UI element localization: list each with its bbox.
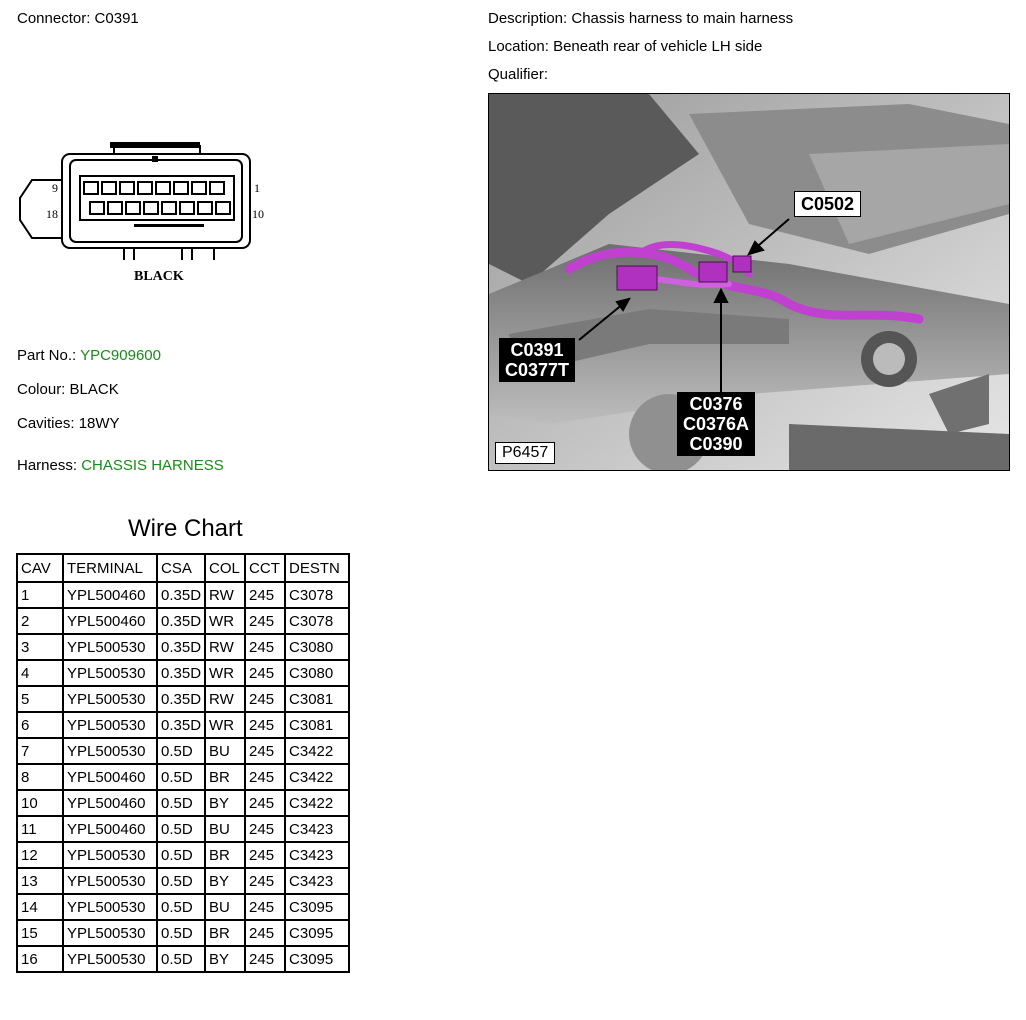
col-terminal: TERMINAL <box>63 554 157 582</box>
table-cell: YPL500460 <box>63 764 157 790</box>
connector-c0391-body <box>617 266 657 290</box>
table-cell: YPL500530 <box>63 738 157 764</box>
table-cell: C3080 <box>285 634 349 660</box>
table-cell: 0.5D <box>157 764 205 790</box>
cavities-line <box>17 415 120 432</box>
location-photo <box>488 93 1010 471</box>
table-cell: YPL500460 <box>63 608 157 634</box>
table-cell: 0.5D <box>157 842 205 868</box>
colour-value: BLACK <box>69 381 119 398</box>
connector-value: C0391 <box>94 10 139 27</box>
table-cell: 245 <box>245 790 285 816</box>
table-cell: YPL500530 <box>63 842 157 868</box>
table-cell: 245 <box>245 712 285 738</box>
cavities-value: 18WY <box>78 415 120 432</box>
table-cell: C3081 <box>285 712 349 738</box>
table-cell: YPL500530 <box>63 686 157 712</box>
col-csa: CSA <box>157 554 205 582</box>
table-cell: 15 <box>17 920 63 946</box>
location-label: Location: <box>488 38 549 55</box>
colour-line <box>17 381 119 398</box>
wire-chart-title: Wire Chart <box>128 515 243 542</box>
table-cell: C3080 <box>285 660 349 686</box>
table-cell: BY <box>205 868 245 894</box>
part-label: Part No.: <box>17 347 77 364</box>
table-cell: BY <box>205 790 245 816</box>
table-cell: 245 <box>245 608 285 634</box>
callout-c0376: C0376 C0376A C0390 <box>677 392 755 456</box>
table-cell: 245 <box>245 738 285 764</box>
table-row <box>17 920 349 946</box>
table-header-row <box>17 554 349 582</box>
description-value: Chassis harness to main harness <box>571 10 794 27</box>
table-cell: 245 <box>245 920 285 946</box>
pin-label-9: 9 <box>52 181 58 195</box>
table-cell: RW <box>205 686 245 712</box>
table-cell: C3078 <box>285 608 349 634</box>
pin-label-10: 10 <box>252 207 264 221</box>
table-cell: 245 <box>245 868 285 894</box>
table-cell: YPL500530 <box>63 868 157 894</box>
harness-line <box>17 457 224 474</box>
table-cell: 6 <box>17 712 63 738</box>
table-cell: RW <box>205 634 245 660</box>
wire-chart-table <box>16 553 350 973</box>
table-cell: 245 <box>245 686 285 712</box>
col-cct: CCT <box>245 554 285 582</box>
table-row <box>17 686 349 712</box>
table-row <box>17 582 349 608</box>
table-cell: 0.35D <box>157 634 205 660</box>
table-cell: 0.5D <box>157 738 205 764</box>
table-cell: 11 <box>17 816 63 842</box>
col-destn: DESTN <box>285 554 349 582</box>
table-cell: 0.5D <box>157 946 205 972</box>
table-row <box>17 816 349 842</box>
callout-c0502: C0502 <box>794 191 861 217</box>
table-row <box>17 738 349 764</box>
qualifier-line <box>488 66 548 83</box>
table-cell: 0.35D <box>157 686 205 712</box>
part-number[interactable]: YPC909600 <box>80 347 161 364</box>
table-cell: 245 <box>245 764 285 790</box>
harness-label: Harness: <box>17 457 78 474</box>
col-col: COL <box>205 554 245 582</box>
cavity-grid <box>80 176 234 220</box>
table-cell: BY <box>205 946 245 972</box>
table-cell: 0.5D <box>157 920 205 946</box>
harness-value[interactable]: CHASSIS HARNESS <box>81 457 224 474</box>
table-row <box>17 790 349 816</box>
table-cell: 245 <box>245 894 285 920</box>
table-cell: BR <box>205 842 245 868</box>
colour-label: Colour: <box>17 381 66 398</box>
part-line <box>17 347 161 364</box>
table-cell: YPL500460 <box>63 816 157 842</box>
table-cell: C3422 <box>285 738 349 764</box>
table-cell: C3095 <box>285 946 349 972</box>
cavities-label: Cavities: <box>17 415 75 432</box>
table-cell: 14 <box>17 894 63 920</box>
table-cell: 0.35D <box>157 582 205 608</box>
table-cell: C3081 <box>285 686 349 712</box>
table-cell: 3 <box>17 634 63 660</box>
pin-label-1: 1 <box>254 181 260 195</box>
table-cell: BR <box>205 764 245 790</box>
table-cell: 245 <box>245 946 285 972</box>
table-cell: 5 <box>17 686 63 712</box>
table-cell: 0.5D <box>157 868 205 894</box>
table-cell: YPL500530 <box>63 946 157 972</box>
table-cell: WR <box>205 712 245 738</box>
table-cell: C3422 <box>285 790 349 816</box>
callout-c0391: C0391 C0377T <box>499 338 575 382</box>
col-cav: CAV <box>17 554 63 582</box>
table-cell: 1 <box>17 582 63 608</box>
table-row <box>17 608 349 634</box>
table-cell: 12 <box>17 842 63 868</box>
table-row <box>17 712 349 738</box>
table-row <box>17 946 349 972</box>
table-cell: 245 <box>245 842 285 868</box>
location-value: Beneath rear of vehicle LH side <box>553 38 763 55</box>
table-cell: 245 <box>245 816 285 842</box>
table-cell: BU <box>205 894 245 920</box>
table-cell: BU <box>205 738 245 764</box>
wire-chart-body <box>17 582 349 972</box>
table-cell: YPL500460 <box>63 790 157 816</box>
table-cell: YPL500460 <box>63 582 157 608</box>
table-cell: 0.5D <box>157 816 205 842</box>
table-cell: 2 <box>17 608 63 634</box>
table-cell: YPL500530 <box>63 712 157 738</box>
qualifier-label: Qualifier: <box>488 66 549 83</box>
table-cell: 4 <box>17 660 63 686</box>
table-cell: 245 <box>245 634 285 660</box>
table-row <box>17 634 349 660</box>
description-line <box>488 10 793 27</box>
table-cell: BR <box>205 920 245 946</box>
table-cell: YPL500530 <box>63 894 157 920</box>
table-cell: C3095 <box>285 894 349 920</box>
table-cell: 7 <box>17 738 63 764</box>
connector-label: Connector: <box>17 10 91 27</box>
table-cell: WR <box>205 608 245 634</box>
description-label: Description: <box>488 10 568 27</box>
connector-line <box>17 10 139 27</box>
table-cell: 0.35D <box>157 608 205 634</box>
table-cell: 0.5D <box>157 894 205 920</box>
table-row <box>17 894 349 920</box>
figure-id: P6457 <box>495 442 555 464</box>
table-cell: C3095 <box>285 920 349 946</box>
table-cell: C3423 <box>285 842 349 868</box>
table-row <box>17 842 349 868</box>
table-cell: C3422 <box>285 764 349 790</box>
table-row <box>17 764 349 790</box>
table-cell: C3078 <box>285 582 349 608</box>
table-cell: 245 <box>245 660 285 686</box>
table-cell: 13 <box>17 868 63 894</box>
table-cell: BU <box>205 816 245 842</box>
table-cell: 8 <box>17 764 63 790</box>
table-cell: RW <box>205 582 245 608</box>
table-cell: C3423 <box>285 868 349 894</box>
table-cell: 16 <box>17 946 63 972</box>
diagram-caption: BLACK <box>134 269 184 284</box>
table-row <box>17 660 349 686</box>
table-cell: WR <box>205 660 245 686</box>
table-cell: 245 <box>245 582 285 608</box>
table-cell: 10 <box>17 790 63 816</box>
table-cell: C3423 <box>285 816 349 842</box>
location-line <box>488 38 762 55</box>
table-cell: YPL500530 <box>63 634 157 660</box>
table-cell: 0.35D <box>157 712 205 738</box>
table-cell: YPL500530 <box>63 660 157 686</box>
table-cell: 0.5D <box>157 790 205 816</box>
table-cell: 0.35D <box>157 660 205 686</box>
connector-face-diagram <box>14 138 270 288</box>
table-cell: YPL500530 <box>63 920 157 946</box>
pin-label-18: 18 <box>46 207 58 221</box>
table-row <box>17 868 349 894</box>
